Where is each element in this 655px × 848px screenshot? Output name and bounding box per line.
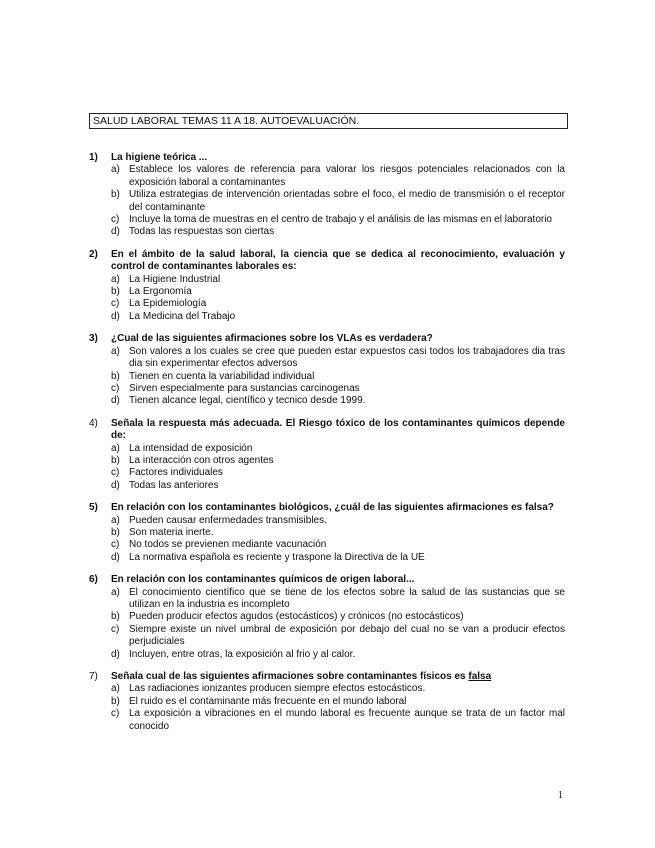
answer-option <box>89 455 565 467</box>
option-letter: d) <box>111 479 120 491</box>
question-text <box>111 671 565 683</box>
option-letter: b) <box>111 370 120 382</box>
option-letter: a) <box>111 514 120 526</box>
option-text: Son valores a los cuales se cree que pueden estar expuestos casi todos los trabajadores dia tras dia sin experimentar efectos adversos <box>129 345 565 370</box>
option-letter: d) <box>111 310 120 322</box>
question-number: 4) <box>89 417 98 429</box>
answer-option <box>89 395 565 407</box>
option-letter: d) <box>111 551 120 563</box>
option-text: La interacción con otros agentes <box>129 454 274 466</box>
question-number: 6) <box>89 574 98 586</box>
option-letter: a) <box>111 683 120 695</box>
option-text: Son materia inerte. <box>129 526 214 538</box>
answer-option <box>89 371 565 383</box>
question-1 <box>89 152 565 239</box>
answer-option <box>89 624 565 649</box>
answer-option <box>89 683 565 695</box>
option-text: Pueden producir efectos agudos (estocásticos) y crónicos (no estocásticos) <box>129 611 464 623</box>
option-text: Las radiaciones ionizantes producen siempre efectos estocásticos. <box>129 683 426 695</box>
option-text: Factores individuales <box>129 467 223 479</box>
option-text: Tienen alcance legal, científico y tecnico desde 1999. <box>129 395 366 407</box>
question-number: 7) <box>89 671 98 683</box>
option-letter: c) <box>111 298 120 310</box>
option-letter: b) <box>111 189 120 201</box>
question-6 <box>89 574 565 661</box>
option-letter: c) <box>111 708 120 720</box>
question-4 <box>89 418 565 492</box>
option-text: No todos se previenen mediante vacunación <box>129 539 327 551</box>
option-letter: b) <box>111 454 120 466</box>
option-letter: b) <box>111 695 120 707</box>
answer-option <box>89 467 565 479</box>
option-letter: d) <box>111 648 120 660</box>
question-number: 5) <box>89 502 98 514</box>
answer-option <box>89 696 565 708</box>
answer-option <box>89 649 565 661</box>
answer-option <box>89 189 565 214</box>
question-text-emphasis: falsa <box>468 671 492 683</box>
option-letter: c) <box>111 539 120 551</box>
option-text: Siempre existe un nivel umbral de exposición por debajo del cual no se van a producir efectos perjudiciales <box>129 623 565 648</box>
question-list <box>89 152 565 743</box>
question-text: Señala la respuesta más adecuada. El Riesgo tóxico de los contaminantes químicos depende de: <box>111 417 565 442</box>
option-letter: c) <box>111 214 120 226</box>
option-letter: b) <box>111 526 120 538</box>
answer-option <box>89 515 565 527</box>
question-2 <box>89 249 565 323</box>
option-text: Pueden causar enfermedades transmisibles. <box>129 514 327 526</box>
answer-option <box>89 587 565 612</box>
answer-option <box>89 298 565 310</box>
answer-option <box>89 527 565 539</box>
question-number: 1) <box>89 152 98 163</box>
option-text: La Epidemiología <box>129 298 207 310</box>
option-letter: a) <box>111 586 120 598</box>
option-letter: c) <box>111 467 120 479</box>
answer-option <box>89 611 565 623</box>
option-text: Incluye la toma de muestras en el centro de trabajo y el análisis de las mismas en el laboratorio <box>129 214 552 226</box>
option-letter: b) <box>111 286 120 298</box>
answer-option <box>89 480 565 492</box>
question-text: En el ámbito de la salud laboral, la ciencia que se dedica al reconocimiento, evaluación y control de contaminantes laborales es: <box>111 248 565 273</box>
page-title: SALUD LABORAL TEMAS 11 A 18. AUTOEVALUACIÓN. <box>89 113 568 129</box>
question-number: 2) <box>89 248 98 260</box>
option-text: Todas las anteriores <box>129 479 219 491</box>
answer-option <box>89 383 565 395</box>
question-text: En relación con los contaminantes biológicos, ¿cuál de las siguientes afirmaciones es falsa? <box>111 502 554 514</box>
option-text: La exposición a vibraciones en el mundo laboral es frecuente aunque se trata de un factor mal conocido <box>129 708 565 732</box>
option-text: La intensidad de exposición <box>129 442 253 454</box>
question-text: En relación con los contaminantes químicos de origen laboral... <box>111 574 415 586</box>
answer-option <box>89 164 565 189</box>
option-letter: a) <box>111 442 120 454</box>
option-text: Todas las respuestas son ciertas <box>129 226 275 238</box>
answer-option <box>89 286 565 298</box>
option-text: Tienen en cuenta la variabilidad individual <box>129 370 315 382</box>
option-letter: a) <box>111 345 120 357</box>
answer-option <box>89 539 565 551</box>
option-letter: b) <box>111 611 120 623</box>
answer-option <box>89 346 565 371</box>
option-text: El ruido es el contaminante más frecuente en el mundo laboral <box>129 695 407 707</box>
answer-option <box>89 214 565 226</box>
option-text: La normativa española es reciente y traspone la Directiva de la UE <box>129 551 425 563</box>
answer-option <box>89 708 565 733</box>
option-letter: a) <box>111 164 120 176</box>
question-text: ¿Cual de las siguientes afirmaciones sobre los VLAs es verdadera? <box>111 333 433 345</box>
option-letter: a) <box>111 273 120 285</box>
question-text-main: Señala cual de las siguientes afirmaciones sobre contaminantes físicos es <box>111 671 469 683</box>
question-text: La higiene teórica ... <box>111 152 208 163</box>
option-text: La Medicina del Trabajo <box>129 310 236 322</box>
answer-option <box>89 274 565 286</box>
page-number: 1 <box>558 790 563 801</box>
option-text: Establece los valores de referencia para valorar los riesgos potenciales relacionados con la exposición laboral a contaminantes <box>129 164 565 188</box>
option-text: La Ergonomía <box>129 286 192 298</box>
option-letter: d) <box>111 395 120 407</box>
option-letter: c) <box>111 382 120 394</box>
question-number: 3) <box>89 333 98 345</box>
option-text: La Higiene Industrial <box>129 273 221 285</box>
answer-option <box>89 552 565 564</box>
option-letter: d) <box>111 226 120 238</box>
option-letter: c) <box>111 623 120 635</box>
question-3 <box>89 333 565 407</box>
answer-option <box>89 311 565 323</box>
option-text: Sirven especialmente para sustancias carcinogenas <box>129 382 360 394</box>
option-text: El conocimiento científico que se tiene de los efectos sobre la salud de las sustancias que se utilizan en la industria es incompleto <box>129 586 565 610</box>
answer-option <box>89 443 565 455</box>
answer-option <box>89 226 565 238</box>
option-text: Utiliza estrategias de intervención orientadas sobre el foco, el medio de transmisión o el receptor del contaminante <box>129 189 565 213</box>
option-text: Incluyen, entre otras, la exposición al frio y al calor. <box>129 648 356 660</box>
question-7 <box>89 671 565 733</box>
question-5 <box>89 502 565 564</box>
